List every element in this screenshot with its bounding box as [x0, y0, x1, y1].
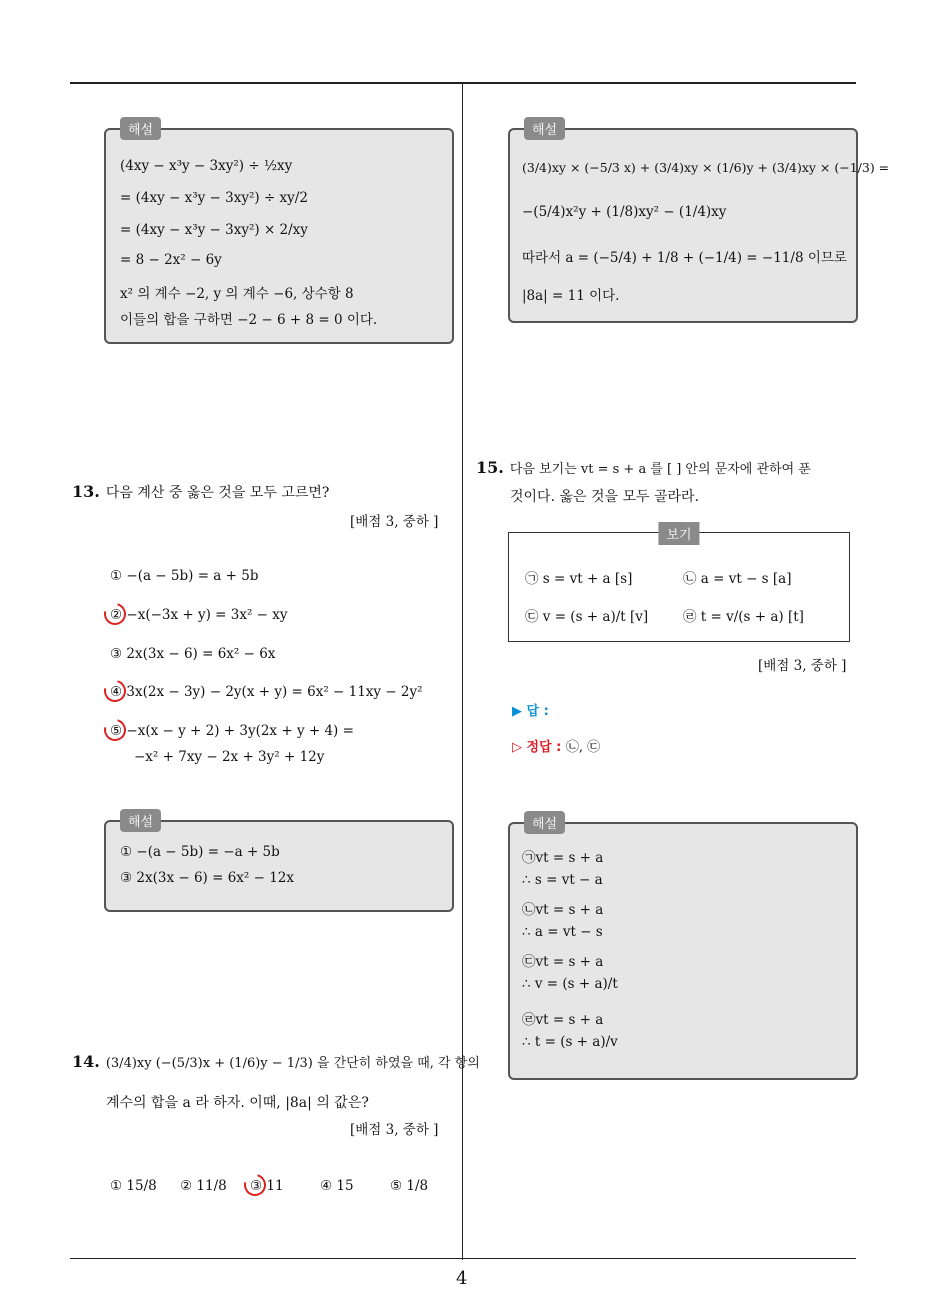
- solution-line: ∴ v = (s + a)/t: [522, 976, 618, 992]
- q13-option-3[interactable]: ③ 2x(3x − 6) = 6x² − 6x: [110, 646, 276, 662]
- bogi-item: ㉣ t = v/(s + a) [t]: [683, 609, 804, 625]
- correct-label: ▷ 정답 :: [512, 740, 562, 755]
- solution-tag: 해설: [120, 809, 161, 832]
- question-number: 15.: [476, 458, 504, 477]
- q15-question-line2: 것이다. 옳은 것을 모두 골라라.: [510, 489, 699, 505]
- q14-solution-box: [508, 123, 890, 323]
- solution-line: ∴ t = (s + a)/v: [522, 1034, 618, 1050]
- selected-mark-icon: [100, 715, 130, 745]
- bottom-rule: [70, 1258, 856, 1259]
- column-divider: [462, 84, 463, 1260]
- bogi-item: ㉡ a = vt − s [a]: [683, 571, 792, 587]
- solution-line: = (4xy − x³y − 3xy²) ÷ xy/2: [120, 190, 308, 206]
- q13-option-1[interactable]: ① −(a − 5b) = a + 5b: [110, 568, 259, 584]
- solution-line: ∴ a = vt − s: [522, 924, 603, 940]
- q15-question: [476, 458, 811, 477]
- solution-line: −(5/4)x²y + (1/8)xy² − (1/4)xy: [522, 204, 727, 220]
- q14-option-5[interactable]: ⑤ 1/8: [390, 1178, 429, 1194]
- solution-line: ∴ s = vt − a: [522, 872, 603, 888]
- q14-question-line2: 계수의 합을 a 라 하자. 이때, |8a| 의 값은?: [106, 1095, 369, 1111]
- solution-line: 따라서 a = (−5/4) + 1/8 + (−1/4) = −11/8 이므로: [522, 250, 847, 266]
- selected-mark-icon: [240, 1170, 270, 1200]
- solution-line: ㉡vt = s + a: [522, 902, 604, 918]
- solution-line: |8a| = 11 이다.: [522, 288, 620, 304]
- solution-tag: 해설: [120, 117, 161, 140]
- bogi-box: [508, 528, 850, 642]
- question-number: 14.: [72, 1052, 100, 1071]
- q14-option-3[interactable]: ③ 11: [250, 1178, 284, 1194]
- solution-tag: 해설: [524, 117, 565, 140]
- solution-line: = (4xy − x³y − 3xy²) × 2/xy: [120, 222, 308, 238]
- q15-solution-box: [508, 817, 858, 1080]
- question-text: 다음 보기는 vt = s + a 를 [ ] 안의 문자에 관하여 푼: [509, 462, 811, 477]
- q13-score: [배점 3, 중하 ]: [350, 514, 439, 530]
- solution-line: ① −(a − 5b) = −a + 5b: [120, 844, 280, 860]
- solution-tag: 해설: [524, 811, 565, 834]
- correct-answer: [512, 736, 600, 755]
- q15-score: [배점 3, 중하 ]: [758, 658, 847, 674]
- solution-line: (3/4)xy × (−5/3 x) + (3/4)xy × (1/6)y + (3/4)xy × (−1/3) =: [522, 160, 890, 175]
- selected-mark-icon: [100, 676, 130, 706]
- solution-line: ③ 2x(3x − 6) = 6x² − 12x: [120, 870, 295, 886]
- top-rule: [70, 82, 856, 84]
- selected-mark-icon: [100, 599, 130, 629]
- q13-option-2[interactable]: ② −x(−3x + y) = 3x² − xy: [110, 607, 288, 623]
- solution-line: (4xy − x³y − 3xy²) ÷ ½xy: [120, 158, 293, 174]
- question-text: 다음 계산 중 옳은 것을 모두 고르면?: [105, 485, 330, 501]
- q14-option-4[interactable]: ④ 15: [320, 1178, 354, 1194]
- answer-label: ▶ 답 :: [512, 704, 549, 719]
- question-number: 13.: [72, 482, 100, 501]
- q14-option-2[interactable]: ② 11/8: [180, 1178, 227, 1194]
- solution-line: ㉣vt = s + a: [522, 1012, 604, 1028]
- bogi-item: ㉢ v = (s + a)/t [v]: [525, 609, 649, 625]
- q13-option-5[interactable]: ⑤ −x(x − y + 2) + 3y(2x + y + 4) =: [110, 723, 354, 739]
- q13-question: [72, 482, 329, 502]
- q13-option-5-cont: −x² + 7xy − 2x + 3y² + 12y: [134, 749, 325, 765]
- q14-score: [배점 3, 중하 ]: [350, 1122, 439, 1138]
- q13-option-4[interactable]: ④ 3x(2x − 3y) − 2y(x + y) = 6x² − 11xy − 2y²: [110, 684, 423, 700]
- bogi-item: ㉠ s = vt + a [s]: [525, 571, 633, 587]
- solution-line: x² 의 계수 −2, y 의 계수 −6, 상수항 8: [120, 286, 354, 302]
- solution-line: ㉠vt = s + a: [522, 850, 604, 866]
- page-number: 4: [456, 1268, 468, 1289]
- question-text: (3/4)xy (−(5/3)x + (1/6)y − 1/3) 을 간단히 하였을 때, 각 항의: [105, 1056, 480, 1071]
- bogi-tag: 보기: [658, 522, 699, 545]
- q14-question: [72, 1052, 480, 1071]
- correct-value: ㉡, ㉢: [565, 740, 601, 755]
- solution-line: ㉢vt = s + a: [522, 954, 604, 970]
- solution-line: 이들의 합을 구하면 −2 − 6 + 8 = 0 이다.: [120, 312, 378, 328]
- q12-solution-box: [104, 123, 454, 344]
- solution-line: = 8 − 2x² − 6y: [120, 252, 222, 268]
- q14-option-1[interactable]: ① 15/8: [110, 1178, 157, 1194]
- q13-solution-box: [104, 815, 454, 912]
